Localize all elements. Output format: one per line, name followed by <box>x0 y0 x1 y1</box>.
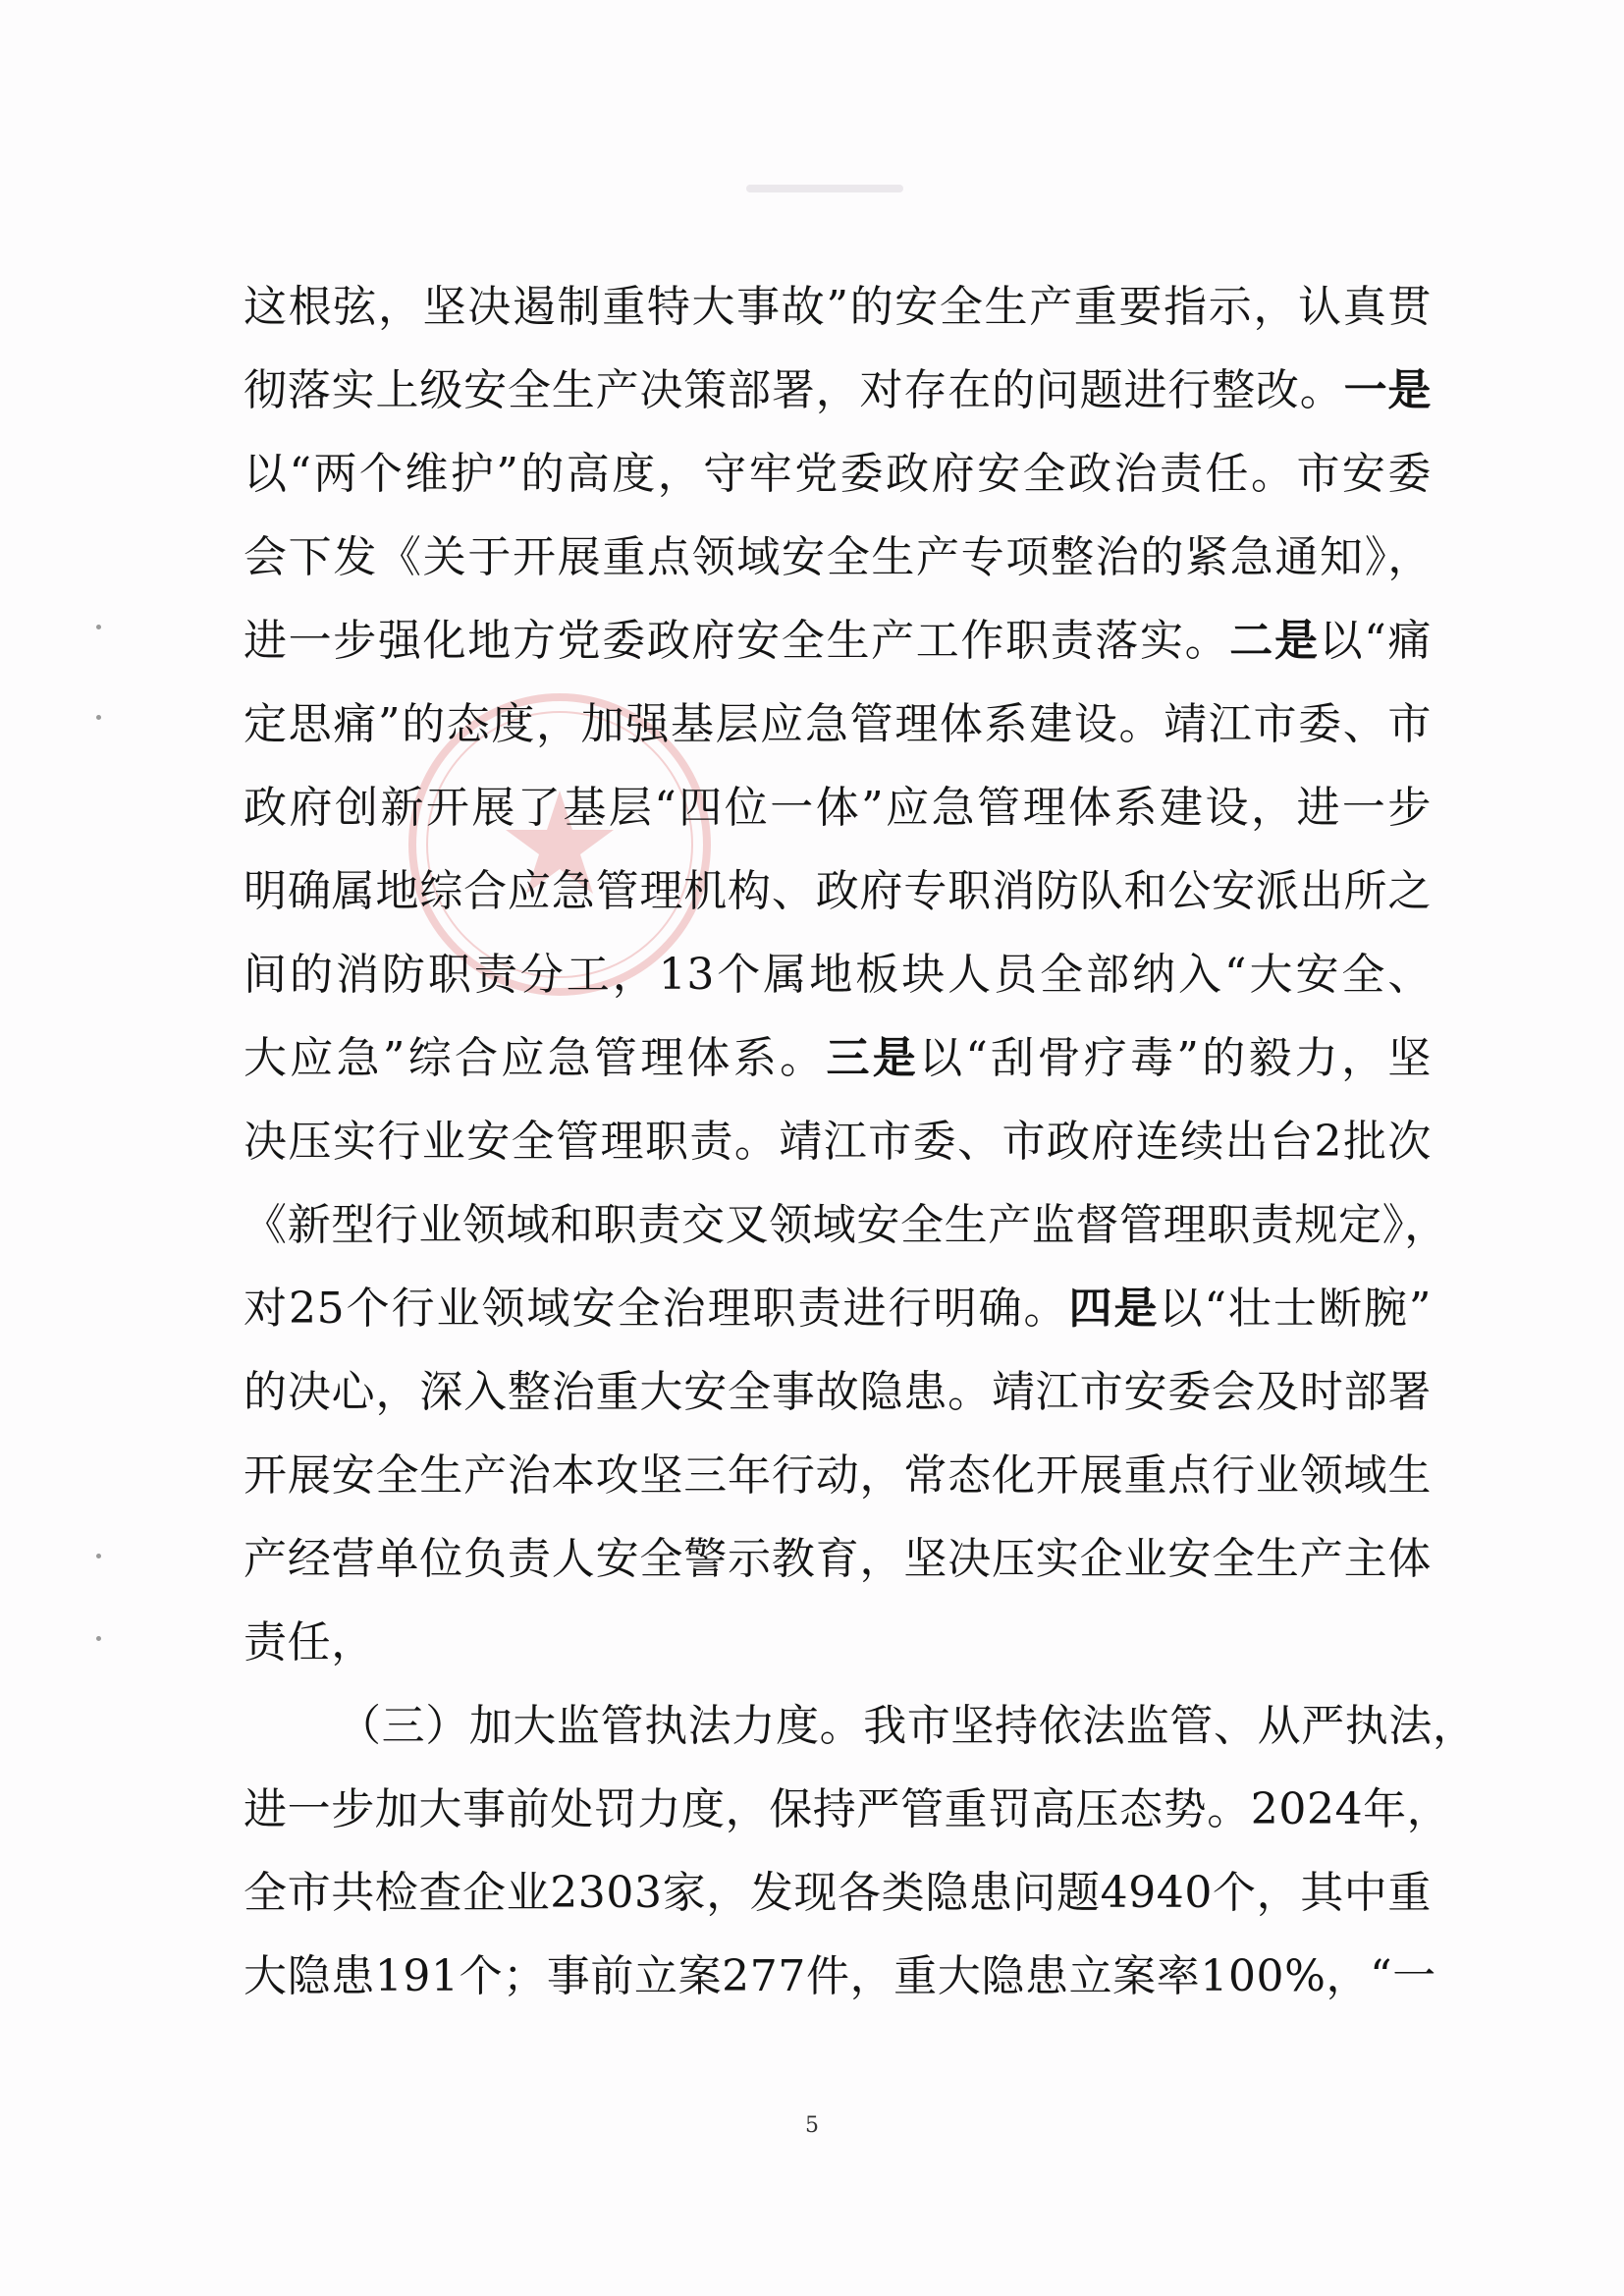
text-line: 大隐患191个；事前立案277件，重大隐患立案率100%，“一 <box>244 1951 1436 2001</box>
text-line: 决压实行业安全管理职责。靖江市委、市政府连续出台2批次 <box>244 1117 1432 1167</box>
scan-dot <box>96 625 101 629</box>
text-line: 会下发《关于开展重点领域安全生产专项整治的紧急通知》， <box>244 532 1432 582</box>
emphasis-fourth: 四是 <box>1068 1284 1160 1334</box>
text-line: 全市共检查企业2303家，发现各类隐患问题4940个，其中重 <box>244 1868 1432 1918</box>
text-line: 政府创新开展了基层“四位一体”应急管理体系建设，进一步 <box>244 783 1432 833</box>
scan-dot <box>96 1636 101 1641</box>
text-line: 定思痛”的态度，加强基层应急管理体系建设。靖江市委、市 <box>244 699 1432 749</box>
scan-dot <box>96 715 101 720</box>
text-line: 大应急”综合应急管理体系。三是以“刮骨疗毒”的毅力，坚 <box>244 1033 1432 1083</box>
text-line: 的决心，深入整治重大安全事故隐患。靖江市安委会及时部署 <box>244 1367 1432 1417</box>
text-line: 彻落实上级安全生产决策部署，对存在的问题进行整改。一是 <box>244 365 1433 415</box>
text-line: 《新型行业领域和职责交叉领域安全生产监督管理职责规定》， <box>244 1200 1448 1250</box>
emphasis-first: 一是 <box>1343 365 1433 415</box>
page-number: 5 <box>805 2113 819 2138</box>
section-heading-line: （三）加大监管执法力度。我市坚持依法监管、从严执法， <box>338 1701 1477 1751</box>
text-line: 这根弦，坚决遏制重特大事故”的安全生产重要指示，认真贯 <box>244 282 1432 332</box>
text-line: 以“两个维护”的高度，守牢党委政府安全政治责任。市安委 <box>244 449 1432 499</box>
text-line: 开展安全生产治本攻坚三年行动，常态化开展重点行业领域生 <box>244 1450 1432 1501</box>
emphasis-third: 三是 <box>826 1033 920 1083</box>
emphasis-second: 二是 <box>1229 616 1320 666</box>
text-line: 进一步加大事前处罚力度，保持严管重罚高压态势。2024年， <box>244 1784 1451 1834</box>
scan-artifact <box>746 185 903 192</box>
body-text <box>244 265 1477 2018</box>
scan-dot <box>96 1554 101 1558</box>
text-line: 责任， <box>244 1617 375 1667</box>
text-line: 对25个行业领域安全治理职责进行明确。四是以“壮士断腕” <box>244 1284 1432 1334</box>
text-line: 产经营单位负责人安全警示教育，坚决压实企业安全生产主体 <box>244 1534 1432 1584</box>
text-line: 间的消防职责分工，13个属地板块人员全部纳入“大安全、 <box>244 950 1432 1000</box>
text-line: 进一步强化地方党委政府安全生产工作职责落实。二是以“痛 <box>244 616 1433 666</box>
text-line: 明确属地综合应急管理机构、政府专职消防队和公安派出所之 <box>244 866 1432 916</box>
